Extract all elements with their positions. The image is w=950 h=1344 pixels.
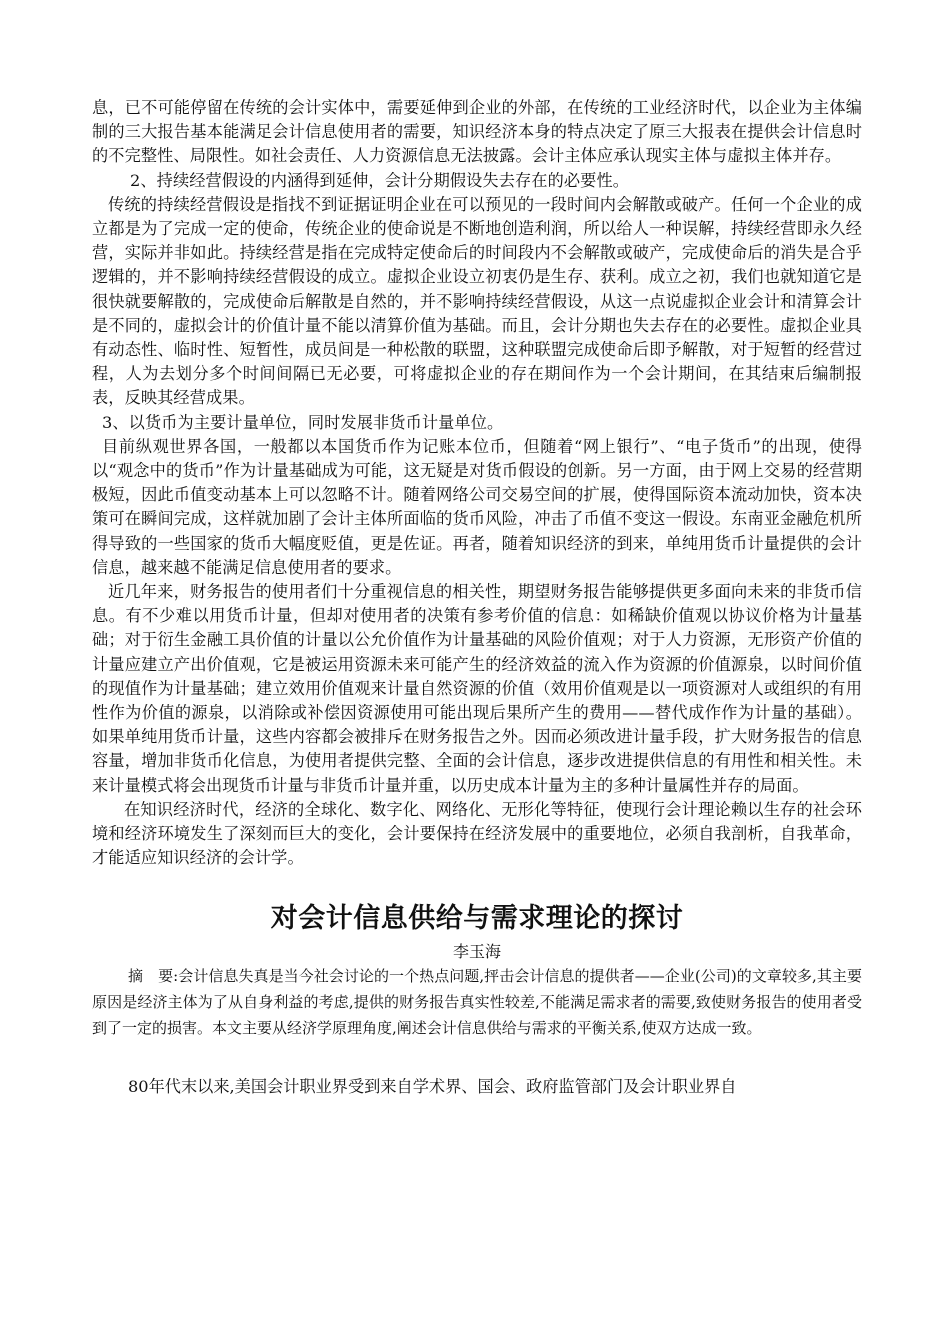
document-page	[92, 96, 862, 1099]
article-abstract	[92, 963, 862, 1041]
heading-currency: 3、以货币为主要计量单位，同时发展非货币计量单位。	[102, 412, 504, 432]
paragraph-conclusion: 在知识经济时代，经济的全球化、数字化、网络化、无形化等特征，使现行会计理论赖以生存的社会环境和经济环境发生了深刻而巨大的变化，会计要保持在经济发展中的重要地位，必须自我剖析，自我革命，才能适应知识经济的会计学。	[92, 799, 862, 868]
abstract-label: 摘 要:	[128, 966, 179, 985]
paragraph-entity: 息，已不可能停留在传统的会计实体中，需要延伸到企业的外部，在传统的工业经济时代，以企业为主体编制的三大报告基本能满足会计信息使用者的需要，知识经济本身的特点决定了原三大报表在提供会计信息时的不完整性、局限性。如社会责任、人力资源信息无法披露。会计主体应承认现实主体与虚拟主体并存。	[92, 98, 862, 166]
paragraph-financial-reports: 近几年来，财务报告的使用者们十分重视信息的相关性，期望财务报告能够提供更多面向未来的非货币信息。有不少难以用货币计量，但却对使用者的决策有参考价值的信息：如稀缺价值观以协议价格为计量基础；对于衍生金融工具价值的计量以公允价值作为计量基础的风险价值观；对于人力资源，无形资产价值的计量应建立产出价值观，它是被运用资源未来可能产生的经济效益的流入作为资源的价值源泉，以时间价值的现值作为计量基础；建立效用价值观来计量自然资源的价值（效用价值观是以一项资源对人或组织的有用性作为价值的源泉，以消除或补偿因资源使用可能出现后果所产生的费用——替代成作作为计量的基础）。如果单纯用货币计量，这些内容都会被排斥在财务报告之外。因而必须改进计量手段，扩大财务报告的信息容量，增加非货币化信息，为使用者提供完整、全面的会计信息，逐步改进提供信息的有用性和相关性。未来计量模式将会出现货币计量与非货币计量并重，以历史成本计量为主的多种计量属性并存的局面。	[92, 582, 862, 795]
article-author: 李玉海	[452, 941, 501, 961]
paragraph-currency: 目前纵观世界各国，一般都以本国货币作为记账本位币，但随着“网上银行”、“电子货币”的出现，使得以“观念中的货币”作为计量基础成为可能，这无疑是对货币假设的创新。另一方面，由于网上交易的经营期极短，因此币值变动基本上可以忽略不计。随着网络公司交易空间的扩展，使得国际资本流动加快，资本决策可在瞬间完成，这样就加剧了会计主体所面临的货币风险，冲击了币值不变这一假设。东南亚金融危机所得导致的一些国家的货币大幅度贬值，更是佐证。再者，随着知识经济的到来，单纯用货币计量提供的会计信息，越来越不能满足信息使用者的要求。	[92, 436, 862, 577]
body-first-line: 80年代末以来,美国会计职业界受到来自学术界、国会、政府监管部门及会计职业界自	[128, 1076, 737, 1096]
paragraph-going-concern: 传统的持续经营假设是指找不到证据证明企业在可以预见的一段时间内会解散或破产。任何一个企业的成立都是为了完成一定的使命，传统企业的使命说是不断地创造利润，所以给人一种误解，持续经营即永久经营，实际并非如此。持续经营是指在完成特定使命后的时间段内不会解散或破产，完成使命后的消失是合乎逻辑的，并不影响持续经营假设的成立。虚拟企业设立初衷仍是生存、获利。成立之初，我们也就知道它是很快就要解散的，完成使命后解散是自然的，并不影响持续经营假设，从这一点说虚拟企业会计和清算会计是不同的，虚拟会计的价值计量不能以清算价值为基础。而且，会计分期也失去存在的必要性。虚拟企业具有动态性、临时性、短暂性，成员间是一种松散的联盟，这种联盟完成使命后即予解散，对于短暂的经营过程，人为去划分多个时间间隔已无必要，可将虚拟企业的存在期间作为一个会计期间，在其结束后编制报表，反映其经营成果。	[92, 194, 862, 408]
article-title: 对会计信息供给与需求理论的探讨	[270, 902, 684, 934]
abstract-text: 会计信息失真是当今社会讨论的一个热点问题,抨击会计信息的提供者——企业(公司)的文章较多,其主要原因是经济主体为了从自身利益的考虑,提供的财务报告真实性较差,不能满足需求者的需要,致使财务报告的使用者受到了一定的损害。本文主要从经济学原理角度,阐述会计信息供给与需求的平衡关系,使双方达成一致。	[92, 966, 862, 1037]
heading-going-concern: 2、持续经营假设的内涵得到延伸，会计分期假设失去存在的必要性。	[130, 170, 630, 190]
